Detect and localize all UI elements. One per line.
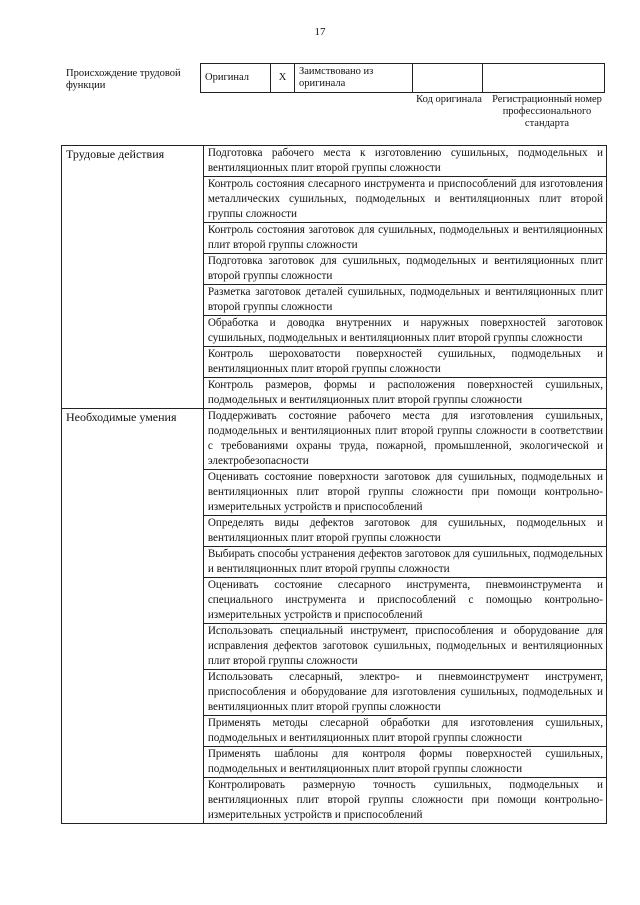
item-text: Контролировать размерную точность сушильных, подмодельных и вентиляционных плит второй группы сложности при помощи контрольно-измерительных устройств и приспособлений: [203, 778, 606, 824]
item-text: Оценивать состояние слесарного инструмента, пневмоинструмента и специального инструмента и приспособлений с помощью контрольно-измерительных устройств и приспособлений: [203, 578, 606, 624]
original-cell: Оригинал: [201, 64, 271, 93]
item-text: Использовать слесарный, электро- и пневмоинструмент инструмент, приспособления и оборудование для изготовления сушильных, подмодельных и вентиляционных плит второй группы сложности: [203, 670, 606, 716]
reg-number-cell: [483, 64, 605, 93]
item-text: Контроль состояния слесарного инструмента и приспособлений для изготовления металлических сушильных, подмодельных и вентиляционных плит второй группы сложности: [203, 177, 606, 223]
item-text: Подготовка заготовок для сушильных, подмодельных и вентиляционных плит второй группы сложности: [203, 254, 606, 285]
section-title: Необходимые умения: [62, 409, 204, 824]
item-text: Подготовка рабочего места к изготовлению сушильных, подмодельных и вентиляционных плит второй группы сложности: [203, 146, 606, 177]
item-text: Применять шаблоны для контроля формы поверхностей сушильных, подмодельных и вентиляционных плит второй группы сложности: [203, 747, 606, 778]
item-text: Контроль шероховатости поверхностей сушильных, подмодельных и вентиляционных плит второй группы сложности: [203, 347, 606, 378]
item-text: Применять методы слесарной обработки для изготовления сушильных, подмодельных и вентиляционных плит второй группы сложности: [203, 716, 606, 747]
item-text: Обработка и доводка внутренних и наружных поверхностей заготовок сушильных, подмодельных и вентиляционных плит второй группы сложности: [203, 316, 606, 347]
table-row: [62, 146, 607, 177]
reg-number-caption: Регистрационный номер профессионального стандарта: [492, 94, 602, 129]
item-text: Поддерживать состояние рабочего места для изготовления сушильных, подмодельных и вентиляционных плит второй группы сложности в соответствии с требованиями охраны труда, пожарной, промышленной, экологической и электробезопасности: [203, 409, 606, 470]
page-number: 17: [314, 26, 326, 38]
table-row: [62, 409, 607, 470]
item-text: Определять виды дефектов заготовок для сушильных, подмодельных и вентиляционных плит второй группы сложности: [203, 516, 606, 547]
item-text: Использовать специальный инструмент, приспособления и оборудование для исправления дефектов заготовок сушильных, подмодельных и вентиляционных плит второй группы сложности: [203, 624, 606, 670]
item-text: Выбирать способы устранения дефектов заготовок для сушильных, подмодельных и вентиляционных плит второй группы сложности: [203, 547, 606, 578]
origin-table: [200, 63, 605, 93]
item-text: Контроль размеров, формы и расположения поверхностей сушильных, подмодельных и вентиляционных плит второй группы сложности: [203, 378, 606, 409]
section-title: Трудовые действия: [62, 146, 204, 409]
code-cell: [413, 64, 483, 93]
item-text: Оценивать состояние поверхности заготовок для сушильных, подмодельных и вентиляционных плит второй группы сложности при помощи контрольно-измерительных устройств и приспособлений: [203, 470, 606, 516]
borrowed-cell: Заимствовано из оригинала: [295, 64, 413, 93]
origin-label: Происхождение трудовой функции: [66, 68, 181, 91]
item-text: Разметка заготовок деталей сушильных, подмодельных и вентиляционных плит второй группы сложности: [203, 285, 606, 316]
item-text: Контроль состояния заготовок для сушильных, подмодельных и вентиляционных плит второй группы сложности: [203, 223, 606, 254]
function-table: [61, 145, 607, 824]
original-mark: X: [271, 64, 295, 93]
code-caption: Код оригинала: [416, 94, 482, 105]
